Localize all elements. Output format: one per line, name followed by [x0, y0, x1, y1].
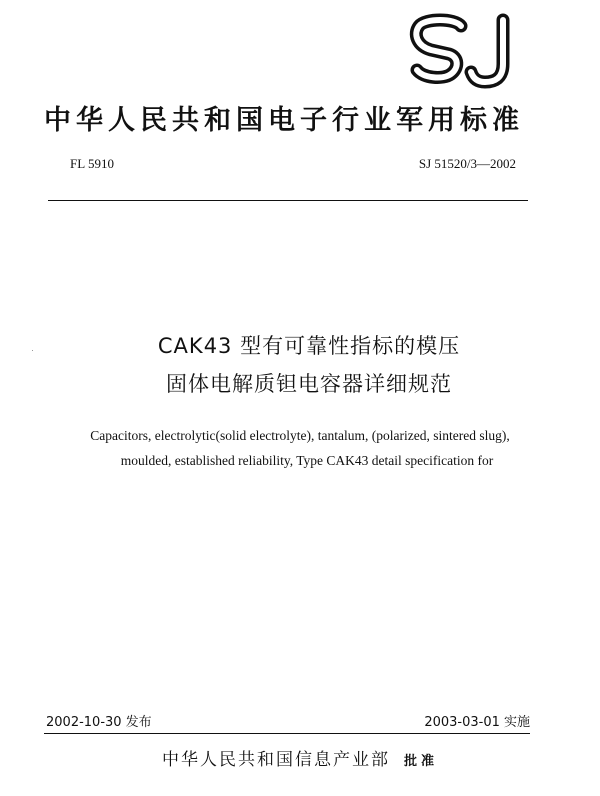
approver-line [0, 745, 600, 770]
implementation-date: 2003-03-01 实施 [424, 715, 530, 730]
english-title-line-1: Capacitors, electrolytic(solid electrolyte), tantalum, (polarized, sintered slug), [90, 428, 510, 443]
footer-divider [44, 733, 530, 734]
issue-date: 2002-10-30 发布 [46, 715, 152, 730]
approving-organization: 中华人民共和国信息产业部 [161, 750, 390, 770]
sj-logo-graphic [405, 12, 525, 92]
approve-label: 批准 [403, 754, 438, 769]
standard-number: SJ 51520/3—2002 [418, 156, 516, 171]
english-title-line-2: moulded, established reliability, Type CAK43 detail specification for [120, 453, 494, 468]
organization-title: 中华人民共和国电子行业军用标准 [44, 105, 524, 136]
sj-logo [405, 12, 525, 92]
chinese-title-line-1: CAK43 型有可靠性指标的模压 [157, 334, 461, 358]
chinese-title-line-2: 固体电解质钽电容器详细规范 [166, 372, 452, 396]
classification-code: FL 5910 [70, 156, 114, 171]
header-divider [48, 200, 528, 201]
